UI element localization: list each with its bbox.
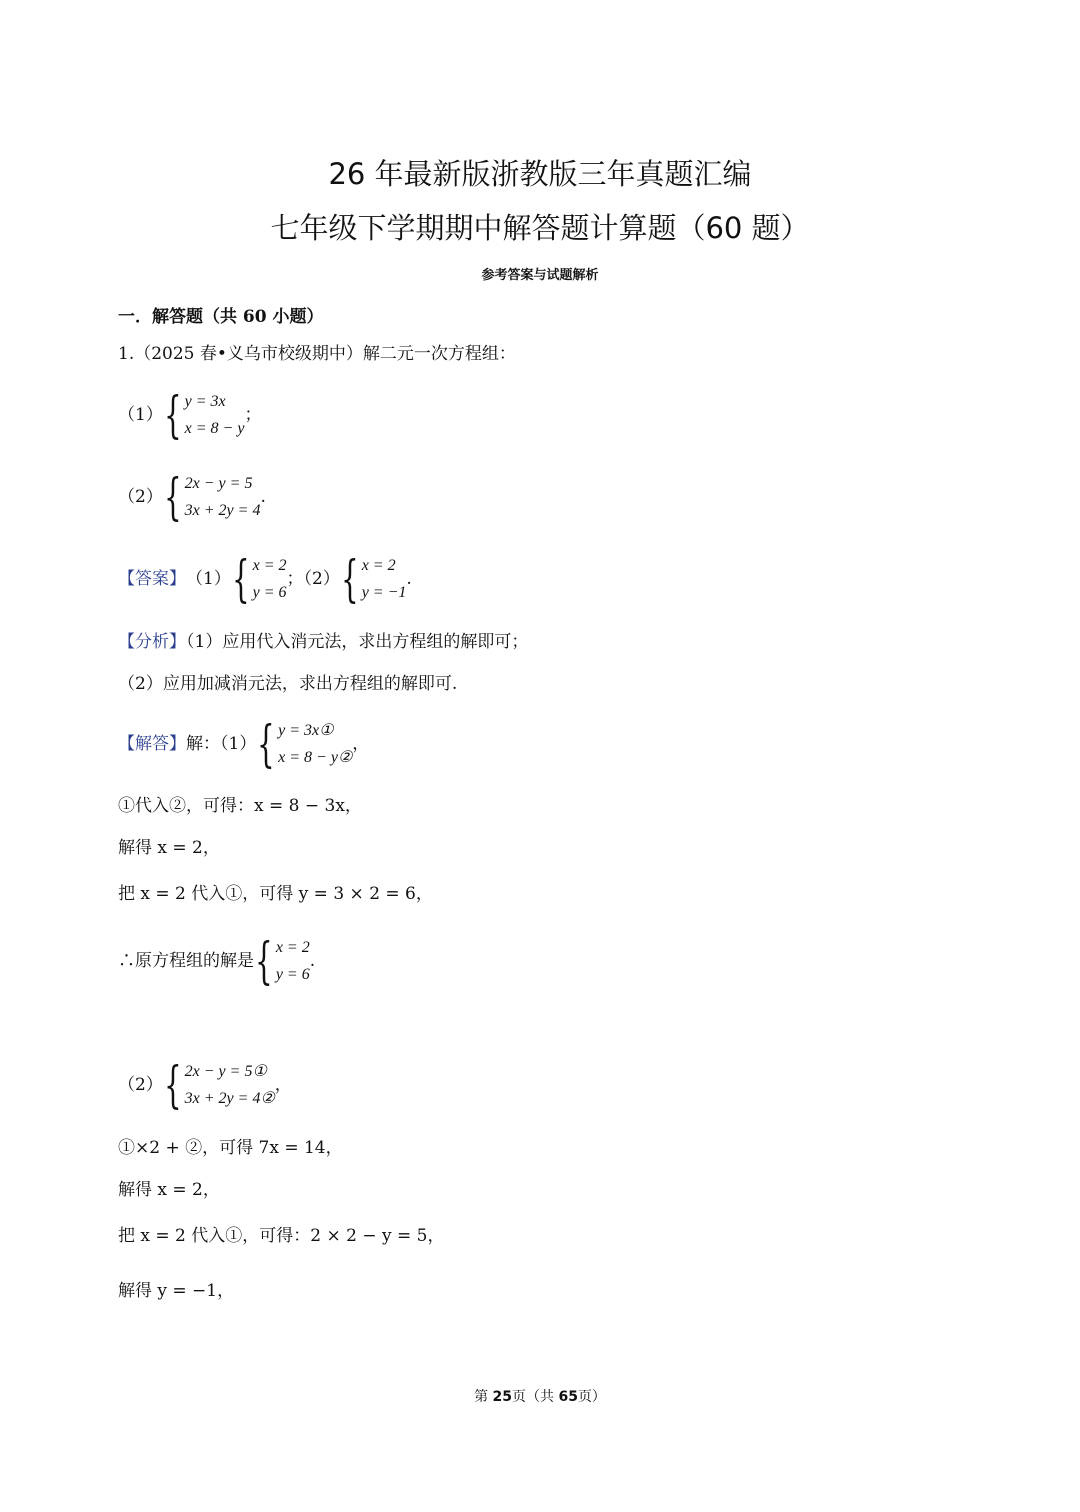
solution-step: 解得 x = 2， [118, 838, 220, 858]
equation: x = 2 [275, 939, 310, 956]
part-label: （2） [118, 487, 163, 507]
equation: y = 3x① [278, 722, 334, 739]
solution-step: ①×2 + ②，可得 7x = 14， [118, 1138, 343, 1158]
equation: 3x + 2y = 4 [184, 502, 261, 519]
part-label: （1） [118, 405, 163, 425]
solution-tag: 【解答】 [118, 734, 186, 754]
solution-step: 解得 y = −1， [118, 1281, 235, 1301]
brace-icon: { [341, 550, 359, 608]
total-pages: 65 [558, 1389, 578, 1405]
equation: 3x + 2y = 4② [184, 1090, 275, 1107]
punctuation: ； [244, 405, 262, 425]
equation: y = −1 [361, 584, 407, 601]
punctuation: ， [352, 734, 370, 754]
equation: y = 3x [184, 393, 226, 410]
equation: x = 8 − y [184, 420, 245, 437]
part-label: ；（2） [286, 569, 340, 589]
solution-step: 把 x = 2 代入①，可得 y = 3 × 2 = 6， [118, 884, 433, 904]
punctuation: . [309, 951, 316, 971]
equation: x = 2 [361, 557, 396, 574]
brace-icon: { [163, 1056, 182, 1114]
equation: y = 6 [252, 584, 287, 601]
punctuation: ， [274, 1075, 292, 1095]
part-label: （2） [118, 1075, 163, 1095]
problem-part-1 [118, 388, 261, 442]
equation: 2x − y = 5 [184, 475, 253, 492]
question-stem: 1.（2025 春•义乌市校级期中）解二元一次方程组： [118, 344, 516, 364]
answer-tag: 【答案】 [118, 569, 186, 589]
punctuation: . [406, 569, 412, 589]
equation: 2x − y = 5① [184, 1063, 267, 1080]
analysis-tag: 【分析】 [118, 632, 186, 652]
page-number: 25 [492, 1389, 512, 1405]
part-label: （1） [186, 569, 231, 589]
solution-step: ①代入②，可得：x = 8 − 3x， [118, 796, 362, 816]
doc-title-line2: 七年级下学期期中解答题计算题（60 题） [270, 211, 810, 245]
equation: x = 2 [252, 557, 287, 574]
analysis-text: （1）应用代入消元法，求出方程组的解即可； [186, 632, 529, 652]
brace-icon: { [255, 932, 273, 990]
analysis-line-1 [118, 630, 528, 654]
answer-line [118, 552, 412, 606]
doc-subtitle: 参考答案与试题解析 [481, 268, 599, 283]
brace-icon: { [163, 386, 182, 444]
equation: x = 8 − y② [278, 749, 353, 766]
brace-icon: { [257, 715, 275, 773]
solution-step: 把 x = 2 代入①，可得：2 × 2 − y = 5， [118, 1226, 445, 1246]
solution-prefix: 解：（1） [186, 734, 257, 754]
equation: y = 6 [275, 966, 310, 983]
footer-text: 第 [474, 1389, 493, 1405]
section-heading: 一．解答题（共 60 小题） [118, 307, 324, 327]
analysis-line-2: （2）应用加减消元法，求出方程组的解即可. [118, 674, 458, 694]
solution-line [118, 717, 369, 771]
solution-conclusion [118, 934, 315, 988]
problem-part-2 [118, 470, 266, 524]
solution-part-2 [118, 1058, 292, 1112]
footer-text: 页（共 [512, 1389, 559, 1405]
solution-step: 解得 x = 2， [118, 1180, 220, 1200]
brace-icon: { [231, 550, 250, 608]
footer-text: 页） [577, 1389, 606, 1405]
doc-title-line1: 26 年最新版浙教版三年真题汇编 [328, 157, 752, 191]
conclusion-prefix: ∴原方程组的解是 [118, 951, 254, 971]
punctuation: . [260, 487, 266, 507]
brace-icon: { [163, 468, 182, 526]
page-footer [0, 1386, 1080, 1406]
